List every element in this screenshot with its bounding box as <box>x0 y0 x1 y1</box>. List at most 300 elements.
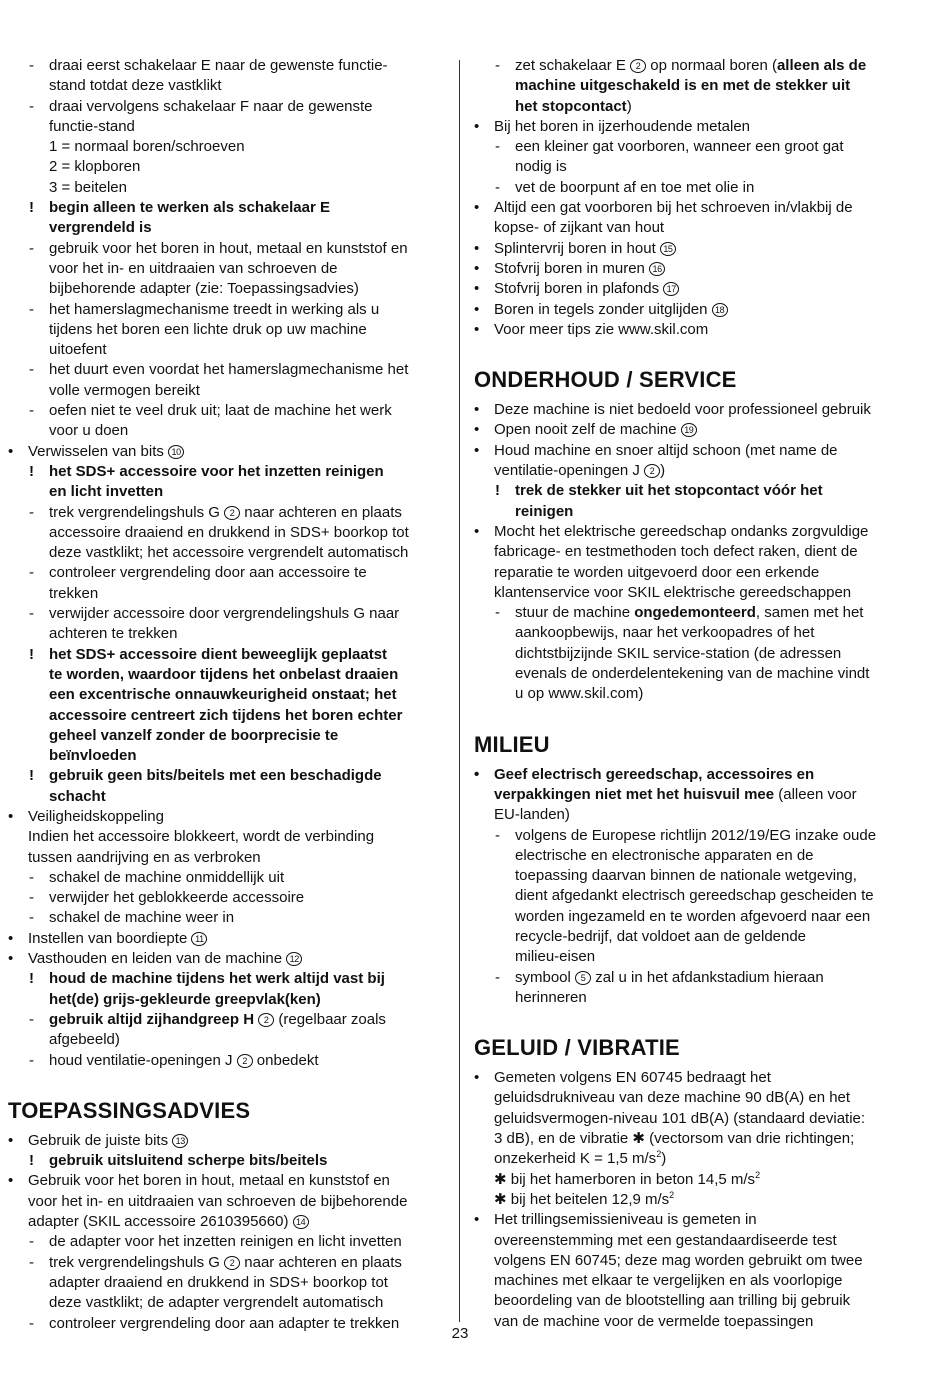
text-run: te worden, waardoor tijdens het onbelast draaien <box>49 665 399 683</box>
text-line <box>8 97 448 117</box>
figure-reference-number: 12 <box>286 952 302 966</box>
text-run: gebruik uitsluitend scherpe bits/beitels <box>49 1152 328 1170</box>
text-run: Altijd een gat voorboren bij het schroeven in/vlakbij de <box>494 199 853 217</box>
text-line <box>8 990 448 1010</box>
text-line <box>8 1273 448 1293</box>
text-run: u op www.skil.com) <box>515 685 644 703</box>
text-line <box>8 1051 448 1071</box>
figure-reference-number: 2 <box>630 59 646 73</box>
bullet-marker: • <box>474 280 480 298</box>
text-line <box>474 279 916 299</box>
dash-marker: - <box>29 1051 34 1069</box>
dash-marker: - <box>495 968 500 986</box>
text-run: 3 = beitelen <box>49 178 127 196</box>
text-run: gebruik geen bits/beitels met een beschadigde <box>49 767 382 785</box>
text-run: onzekerheid K = 1,5 m/s <box>494 1150 657 1168</box>
text-line <box>8 624 448 644</box>
text-run: toepassing daarvan binnen de nationale wetgeving, <box>515 867 857 885</box>
text-run: begin alleen te werken als schakelaar E <box>49 199 330 217</box>
text-line <box>8 665 448 685</box>
text-line <box>8 929 448 949</box>
text-line <box>8 1131 448 1151</box>
bullet-marker: • <box>474 117 480 135</box>
text-line <box>474 117 916 137</box>
text-run: Instellen van boordiepte <box>28 929 192 947</box>
text-run: ventilatie-openingen J <box>494 462 645 480</box>
text-line <box>8 848 448 868</box>
text-line <box>8 137 448 157</box>
section-heading: GELUID / VIBRATIE <box>474 1035 680 1061</box>
text-line <box>8 218 448 238</box>
text-run: Indien het accessoire blokkeert, wordt de verbinding <box>28 828 375 846</box>
warning-marker: ! <box>29 1152 34 1170</box>
dash-marker: - <box>495 57 500 74</box>
text-run: verwijder accessoire door vergrendelingshuls G naar <box>49 605 400 623</box>
text-run: reparatie te worden uitgevoerd door een erkende <box>494 563 820 581</box>
text-run: beoordeling van de blootstelling aan trilling bij gebruik <box>494 1292 851 1310</box>
text-run: Voor meer tips zie www.skil.com <box>494 320 709 338</box>
text-run: gebruik altijd zijhandgreep H <box>49 1010 259 1028</box>
text-line <box>474 623 916 643</box>
text-run: schakel de machine onmiddellijk uit <box>49 868 285 886</box>
text-line <box>474 157 916 177</box>
superscript: 2 <box>755 1169 761 1180</box>
text-line <box>8 421 448 441</box>
text-run: het duurt even voordat het hamerslagmechanisme het <box>49 361 409 379</box>
text-line <box>8 1192 448 1212</box>
text-run: stand totdat deze vastklikt <box>49 77 222 95</box>
text-run: ongedemonteerd <box>634 604 756 622</box>
text-run: kopse- of zijkant van hout <box>494 219 665 237</box>
text-run: dient afgedankt electrisch gereedschap gescheiden te <box>515 887 874 905</box>
text-line <box>8 969 448 989</box>
text-run: volgens de Europese richtlijn 2012/19/EG inzake oude <box>515 826 877 844</box>
text-line <box>474 603 916 623</box>
text-line <box>474 542 916 562</box>
text-run: (regelbaar zoals <box>274 1010 386 1028</box>
text-line <box>8 604 448 624</box>
text-run: 2 = klopboren <box>49 158 141 176</box>
text-run: 3 dB), en de vibratie ✱ (vectorsom van drie richtingen; <box>494 1130 855 1148</box>
text-run: trekken <box>49 584 99 602</box>
text-run: deze vastklikt; het accessoire vergrendelt automatisch <box>49 544 409 562</box>
text-run: voor het in- en uitdraaien van schroeven de <box>49 259 338 277</box>
text-run: Het trillingsemissieniveau is gemeten in <box>494 1211 757 1229</box>
text-line <box>8 563 448 583</box>
text-line <box>474 1068 916 1088</box>
text-line <box>8 827 448 847</box>
text-run: het SDS+ accessoire dient beweeglijk geplaatst <box>49 645 388 663</box>
text-run: Gebruik voor het boren in hout, metaal en kunststof en <box>28 1172 390 1190</box>
text-run: voor het in- en uitdraaien van schroeven de bijbehorende <box>28 1192 408 1210</box>
text-line <box>474 684 916 704</box>
text-line <box>474 300 916 320</box>
figure-reference-number: 15 <box>660 242 676 256</box>
text-line <box>474 947 916 967</box>
text-line <box>474 239 916 259</box>
text-line <box>474 1210 916 1230</box>
text-run: nodig is <box>515 158 567 176</box>
bullet-marker: • <box>474 401 480 419</box>
text-line <box>8 949 448 969</box>
bullet-marker: • <box>474 1211 480 1229</box>
text-run: reinigen <box>515 502 574 520</box>
text-line <box>474 644 916 664</box>
text-line <box>474 481 916 501</box>
bullet-marker: • <box>474 441 480 459</box>
text-run: zet schakelaar E <box>515 57 631 74</box>
text-run: voor u doen <box>49 422 129 440</box>
text-line <box>8 239 448 259</box>
text-run: evenals de onderdelentekening van de machine vindt <box>515 665 870 683</box>
bullet-marker: • <box>474 199 480 217</box>
text-run: houd ventilatie-openingen J <box>49 1051 237 1069</box>
text-line <box>474 461 916 481</box>
text-run: worden ingezameld en te worden afgevoerd naar een <box>515 907 871 925</box>
bullet-marker: • <box>474 522 480 540</box>
text-line <box>8 1030 448 1050</box>
text-run: het stopcontact <box>515 97 627 115</box>
dash-marker: - <box>29 889 34 907</box>
warning-marker: ! <box>29 199 34 217</box>
dash-marker: - <box>29 564 34 582</box>
text-line <box>474 76 916 96</box>
text-line <box>474 826 916 846</box>
text-run: het(de) grijs-gekleurde greepvlak(ken) <box>49 990 321 1008</box>
text-run: Bij het boren in ijzerhoudende metalen <box>494 117 751 135</box>
text-run: EU-landen) <box>494 806 570 824</box>
text-run: de adapter voor het inzetten reinigen en licht invetten <box>49 1233 402 1251</box>
dash-marker: - <box>29 97 34 115</box>
text-line <box>474 400 916 420</box>
text-line <box>8 746 448 766</box>
text-line <box>8 157 448 177</box>
dash-marker: - <box>495 138 500 156</box>
bullet-marker: • <box>8 442 14 460</box>
text-line <box>474 198 916 218</box>
text-line <box>474 1291 916 1311</box>
text-run: overeenstemming met een gestandaardiseerde test <box>494 1231 837 1249</box>
text-run: ✱ bij het hamerboren in beton 14,5 m/s <box>494 1170 756 1188</box>
text-run: een excentrische onnauwkeurigheid onstaat; het <box>49 686 397 704</box>
figure-reference-number: 14 <box>293 1215 309 1229</box>
text-line <box>474 218 916 238</box>
text-line <box>8 381 448 401</box>
text-run: bijbehorende adapter (zie: Toepassingsadvies) <box>49 280 359 298</box>
text-line <box>474 259 916 279</box>
text-run: ) <box>660 462 666 480</box>
figure-reference-number: 19 <box>681 423 697 437</box>
text-run: klantenservice voor SKIL elektrische gereedschappen <box>494 583 852 601</box>
text-run: Vasthouden en leiden van de machine <box>28 950 287 968</box>
text-line <box>474 137 916 157</box>
text-run: op normaal boren ( <box>646 57 777 74</box>
text-run: vet de boorpunt af en toe met olie in <box>515 178 755 196</box>
dash-marker: - <box>29 402 34 420</box>
text-run: Open nooit zelf de machine <box>494 421 681 439</box>
text-line <box>8 300 448 320</box>
bullet-marker: • <box>8 929 14 947</box>
text-run: geluidsdrukniveau van deze machine 90 dB(A) en het <box>494 1089 851 1107</box>
section-heading: ONDERHOUD / SERVICE <box>474 367 737 393</box>
dash-marker: - <box>29 1314 34 1332</box>
text-run: Geef electrisch gereedschap, accessoires en <box>494 765 815 783</box>
text-run: dichtstbijzijnde SKIL service-station (de adressen <box>515 644 842 662</box>
text-run: ) <box>661 1150 667 1168</box>
text-run: Verwisselen van bits <box>28 442 169 460</box>
text-run: herinneren <box>515 988 587 1006</box>
text-line <box>474 583 916 603</box>
text-line <box>8 1171 448 1191</box>
text-line <box>474 846 916 866</box>
text-line <box>474 1109 916 1129</box>
text-run: Splintervrij boren in hout <box>494 239 660 257</box>
text-line <box>474 785 916 805</box>
text-line <box>8 117 448 137</box>
text-line <box>474 1088 916 1108</box>
text-line <box>474 927 916 947</box>
text-run: accessoire draaiend en drukkend in SDS+ boorkop tot <box>49 523 409 541</box>
figure-reference-number: 17 <box>663 282 679 296</box>
text-run: volgens EN 60745; deze mag worden gebruikt om twee <box>494 1251 863 1269</box>
text-run: trek de stekker uit het stopcontact vóór het <box>515 482 823 500</box>
text-line <box>474 1149 916 1169</box>
dash-marker: - <box>495 178 500 196</box>
bullet-marker: • <box>474 300 480 318</box>
figure-reference-number: 2 <box>644 464 660 478</box>
text-run: trek vergrendelingshuls G <box>49 1253 225 1271</box>
warning-marker: ! <box>29 645 34 663</box>
text-line <box>8 1151 448 1171</box>
text-line <box>8 888 448 908</box>
text-line <box>8 787 448 807</box>
text-line <box>474 1190 916 1210</box>
text-line <box>474 1251 916 1271</box>
text-run: en licht invetten <box>49 483 164 501</box>
warning-marker: ! <box>29 462 34 480</box>
text-line <box>8 706 448 726</box>
section-heading: MILIEU <box>474 731 550 757</box>
text-run: Stofvrij boren in plafonds <box>494 280 664 298</box>
text-run: draai eerst schakelaar E naar de gewenste functie- <box>49 57 388 74</box>
dash-marker: - <box>29 1010 34 1028</box>
text-line <box>8 1010 448 1030</box>
text-run: Houd machine en snoer altijd schoon (met name de <box>494 441 838 459</box>
text-line <box>474 1170 916 1190</box>
text-run: controleer vergrendeling door aan accessoire te <box>49 564 367 582</box>
text-line <box>8 1293 448 1313</box>
warning-marker: ! <box>29 767 34 785</box>
dash-marker: - <box>29 57 34 74</box>
text-line <box>474 320 916 340</box>
text-run: Mocht het elektrische gereedschap ondanks zorgvuldige <box>494 522 869 540</box>
text-line <box>8 1253 448 1273</box>
text-line <box>8 462 448 482</box>
text-run: fabricage- en testmethoden toch defect raken, dient de <box>494 543 858 561</box>
dash-marker: - <box>29 605 34 623</box>
text-line <box>8 868 448 888</box>
text-run: adapter draaiend en drukkend in SDS+ boorkop tot <box>49 1273 388 1291</box>
text-run: deze vastklikt; de adapter vergrendelt automatisch <box>49 1294 384 1312</box>
figure-reference-number: 11 <box>191 932 207 946</box>
text-line <box>474 664 916 684</box>
superscript: 2 <box>656 1149 662 1160</box>
text-line <box>474 988 916 1008</box>
text-line <box>8 56 448 76</box>
warning-marker: ! <box>29 970 34 988</box>
text-run: recycle-bedrijf, dat voldoet aan de geldende <box>515 927 807 945</box>
text-run: een kleiner gat voorboren, wanneer een groot gat <box>515 138 844 156</box>
text-line <box>8 401 448 421</box>
text-run: het SDS+ accessoire voor het inzetten reinigen <box>49 462 384 480</box>
text-line <box>8 178 448 198</box>
figure-reference-number: 2 <box>224 506 240 520</box>
text-run: van de machine voor de vermelde toepassingen <box>494 1312 814 1330</box>
text-run: oefen niet te veel druk uit; laat de machine het werk <box>49 402 392 420</box>
bullet-marker: • <box>474 320 480 338</box>
text-run: adapter (SKIL accessoire 2610395660) <box>28 1213 293 1231</box>
text-run: alleen als de <box>776 57 867 74</box>
text-line <box>474 765 916 785</box>
text-line <box>8 766 448 786</box>
text-line <box>8 807 448 827</box>
text-line <box>474 1231 916 1251</box>
text-run: schakel de machine weer in <box>49 909 235 927</box>
left-column <box>8 56 448 1334</box>
text-run: Stofvrij boren in muren <box>494 259 650 277</box>
text-line <box>8 279 448 299</box>
text-run: beïnvloeden <box>49 747 137 765</box>
dash-marker: - <box>495 826 500 844</box>
figure-reference-number: 10 <box>168 445 184 459</box>
text-line <box>474 441 916 461</box>
text-run: naar achteren en plaats <box>240 1253 402 1271</box>
text-line <box>8 442 448 462</box>
bullet-marker: • <box>474 421 480 439</box>
text-run: draai vervolgens schakelaar F naar de gewenste <box>49 97 373 115</box>
text-line <box>474 56 916 76</box>
text-line <box>8 360 448 380</box>
text-run: symbool <box>515 968 576 986</box>
superscript: 2 <box>669 1189 675 1200</box>
right-column <box>474 56 916 1332</box>
text-line <box>8 259 448 279</box>
column-divider <box>459 60 460 1322</box>
text-run: onbedekt <box>252 1051 319 1069</box>
figure-reference-number: 2 <box>237 1054 253 1068</box>
figure-reference-number: 16 <box>649 262 665 276</box>
text-run: geheel vanzelf zonder de boorprecisie te <box>49 726 339 744</box>
text-line <box>8 726 448 746</box>
bullet-marker: • <box>474 765 480 783</box>
text-line <box>474 502 916 522</box>
text-run: zal u in het afdankstadium hieraan <box>591 968 824 986</box>
text-run: volle vermogen bereikt <box>49 381 200 399</box>
text-line <box>474 420 916 440</box>
text-run: Deze machine is niet bedoeld voor professioneel gebruik <box>494 401 871 419</box>
text-run: uitoefent <box>49 341 107 359</box>
text-run: verpakkingen niet met het huisvuil mee <box>494 785 775 803</box>
figure-reference-number: 18 <box>712 303 728 317</box>
text-run: Boren in tegels zonder uitglijden <box>494 300 712 318</box>
text-line <box>8 685 448 705</box>
text-line <box>8 908 448 928</box>
text-run: houd de machine tijdens het werk altijd vast bij <box>49 970 385 988</box>
text-line <box>8 543 448 563</box>
figure-reference-number: 13 <box>172 1134 188 1148</box>
text-run: ) <box>626 97 632 115</box>
text-line <box>8 198 448 218</box>
text-run: machine uitgeschakeld is en met de stekker uit <box>515 77 851 95</box>
text-run: Gebruik de juiste bits <box>28 1131 173 1149</box>
text-line <box>474 968 916 988</box>
text-line <box>8 1212 448 1232</box>
text-line <box>8 503 448 523</box>
text-line <box>8 340 448 360</box>
text-run: Gemeten volgens EN 60745 bedraagt het <box>494 1069 771 1087</box>
text-line <box>8 645 448 665</box>
text-run: electrische en electronische apparaten en de <box>515 846 814 864</box>
figure-reference-number: 5 <box>575 971 591 985</box>
dash-marker: - <box>29 300 34 318</box>
dash-marker: - <box>29 1253 34 1271</box>
text-run: , samen met het <box>755 604 864 622</box>
text-line <box>474 907 916 927</box>
text-line <box>8 523 448 543</box>
dash-marker: - <box>495 604 500 622</box>
text-line <box>8 1232 448 1252</box>
bullet-marker: • <box>474 1069 480 1087</box>
dash-marker: - <box>29 503 34 521</box>
text-run: gebruik voor het boren in hout, metaal en kunststof en <box>49 239 408 257</box>
text-line <box>8 482 448 502</box>
bullet-marker: • <box>8 1172 14 1190</box>
dash-marker: - <box>29 239 34 257</box>
dash-marker: - <box>29 909 34 927</box>
text-run: 1 = normaal boren/schroeven <box>49 138 245 156</box>
text-line <box>474 178 916 198</box>
text-line <box>474 866 916 886</box>
text-run: tussen aandrijving en as verbroken <box>28 848 261 866</box>
text-run: het hamerslagmechanisme treedt in werking als u <box>49 300 380 318</box>
text-line <box>474 563 916 583</box>
text-line <box>8 320 448 340</box>
text-run: Veiligheidskoppeling <box>28 807 164 825</box>
text-line <box>474 805 916 825</box>
text-run: aankoopbewijs, naar het verkoopadres of het <box>515 624 815 642</box>
text-run: achteren te trekken <box>49 625 178 643</box>
page-number: 23 <box>451 1325 469 1342</box>
text-run: accessoire centreert zich tijdens het boren echter <box>49 706 403 724</box>
text-run: milieu-eisen <box>515 948 596 966</box>
text-run: tijdens het boren een lichte druk op uw machine <box>49 320 367 338</box>
text-run: schacht <box>49 787 106 805</box>
text-run: geluidsvermogen-niveau 101 dB(A) (standaard deviatie: <box>494 1109 866 1127</box>
figure-reference-number: 2 <box>224 1256 240 1270</box>
text-line <box>8 76 448 96</box>
text-run: (alleen voor <box>774 785 857 803</box>
text-run: controleer vergrendeling door aan adapter te trekken <box>49 1314 400 1332</box>
bullet-marker: • <box>474 239 480 257</box>
dash-marker: - <box>29 361 34 379</box>
text-line <box>474 1271 916 1291</box>
text-run: functie-stand <box>49 117 135 135</box>
text-line <box>474 1129 916 1149</box>
dash-marker: - <box>29 868 34 886</box>
text-run: trek vergrendelingshuls G <box>49 503 225 521</box>
section-heading: TOEPASSINGSADVIES <box>8 1097 251 1123</box>
bullet-marker: • <box>474 259 480 277</box>
